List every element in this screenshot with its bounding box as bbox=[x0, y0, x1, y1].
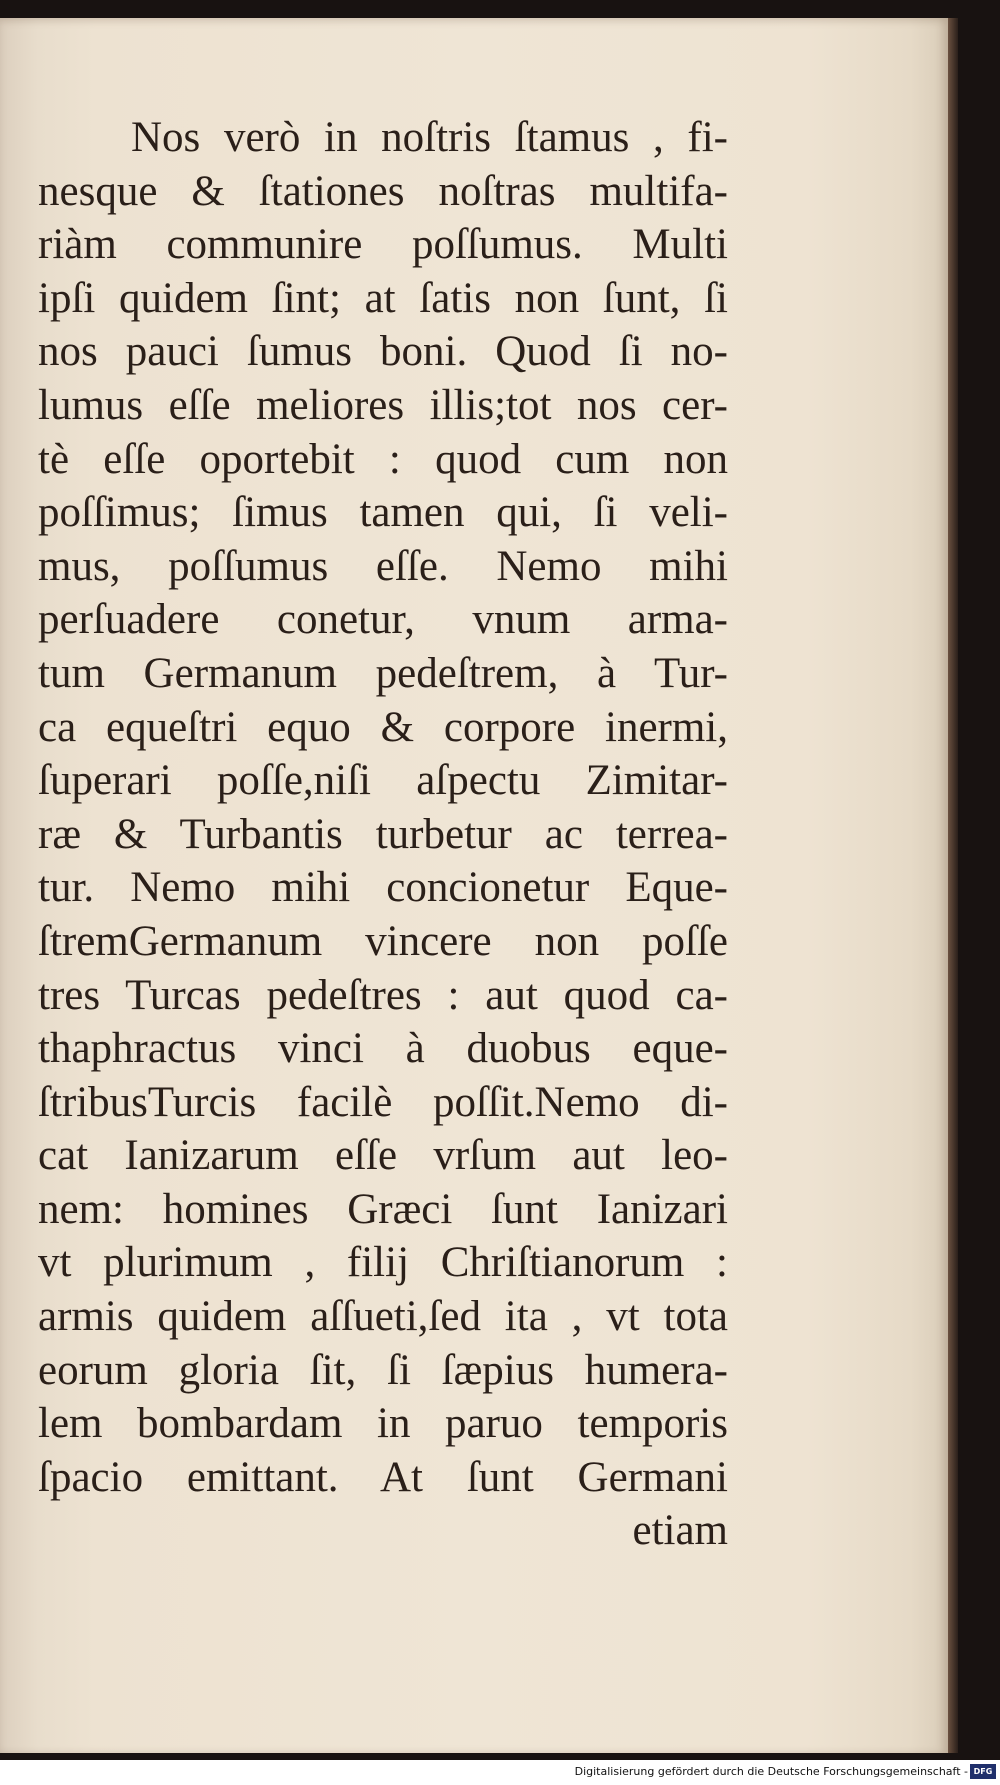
funding-credit: Digitalisierung gefördert durch die Deutsche Forschungsgemeinschaft - bbox=[574, 1765, 968, 1778]
page-text bbox=[38, 111, 728, 1558]
text-line: lem bombardam in paruo temporis bbox=[38, 1400, 728, 1448]
text-line: Nos verò in noſtris ſtamus , fi- bbox=[131, 114, 728, 161]
text-line: perſuadere conetur, vnum arma- bbox=[38, 596, 728, 644]
text-line: ſuperari poſſe,niſi aſpectu Zimitar- bbox=[38, 757, 728, 805]
text-line: riàm communire poſſumus. Multi bbox=[38, 221, 728, 269]
text-line: thaphractus vinci à duobus eque- bbox=[38, 1025, 728, 1073]
text-line: mus, poſſumus eſſe. Nemo mihi bbox=[38, 542, 728, 590]
text-line: nem: homines Græci ſunt Ianizari bbox=[38, 1185, 728, 1233]
dfg-logo-icon: DFG bbox=[970, 1764, 996, 1779]
text-line: ſtribusTurcis facilè poſſit.Nemo di- bbox=[38, 1078, 728, 1126]
book-page bbox=[0, 18, 948, 1753]
text-line: tè eſſe oportebit : quod cum non bbox=[38, 435, 728, 483]
catchword: etiam bbox=[632, 1507, 728, 1555]
text-line: ræ & Turbantis turbetur ac terrea- bbox=[38, 810, 728, 858]
text-line: tum Germanum pedeſtrem, à Tur- bbox=[38, 649, 728, 697]
text-line: ipſi quidem ſint; at ſatis non ſunt, ſi bbox=[38, 274, 728, 322]
page-edge bbox=[948, 18, 958, 1753]
text-line: cat Ianizarum eſſe vrſum aut leo- bbox=[38, 1132, 728, 1180]
digitization-footer bbox=[0, 1760, 1000, 1785]
text-line: ca equeſtri equo & corpore inermi, bbox=[38, 703, 728, 751]
text-line: tres Turcas pedeſtres : aut quod ca- bbox=[38, 971, 728, 1019]
text-line: armis quidem aſſueti,ſed ita , vt tota bbox=[38, 1293, 728, 1341]
text-line: vt plurimum , filij Chriſtianorum : bbox=[38, 1239, 728, 1287]
text-line: eorum gloria ſit, ſi ſæpius humera- bbox=[38, 1346, 728, 1394]
text-line: lumus eſſe meliores illis;tot nos cer- bbox=[38, 381, 728, 429]
text-line: poſſimus; ſimus tamen qui, ſi veli- bbox=[38, 489, 728, 537]
text-line: nesque & ſtationes noſtras multifa- bbox=[38, 167, 728, 215]
text-line: ſpacio emittant. At ſunt Germani bbox=[38, 1453, 728, 1501]
text-line: ſtremGermanum vincere non poſſe bbox=[38, 917, 728, 965]
text-line: nos pauci ſumus boni. Quod ſi no- bbox=[38, 328, 728, 376]
text-line: tur. Nemo mihi concionetur Eque- bbox=[38, 864, 728, 912]
